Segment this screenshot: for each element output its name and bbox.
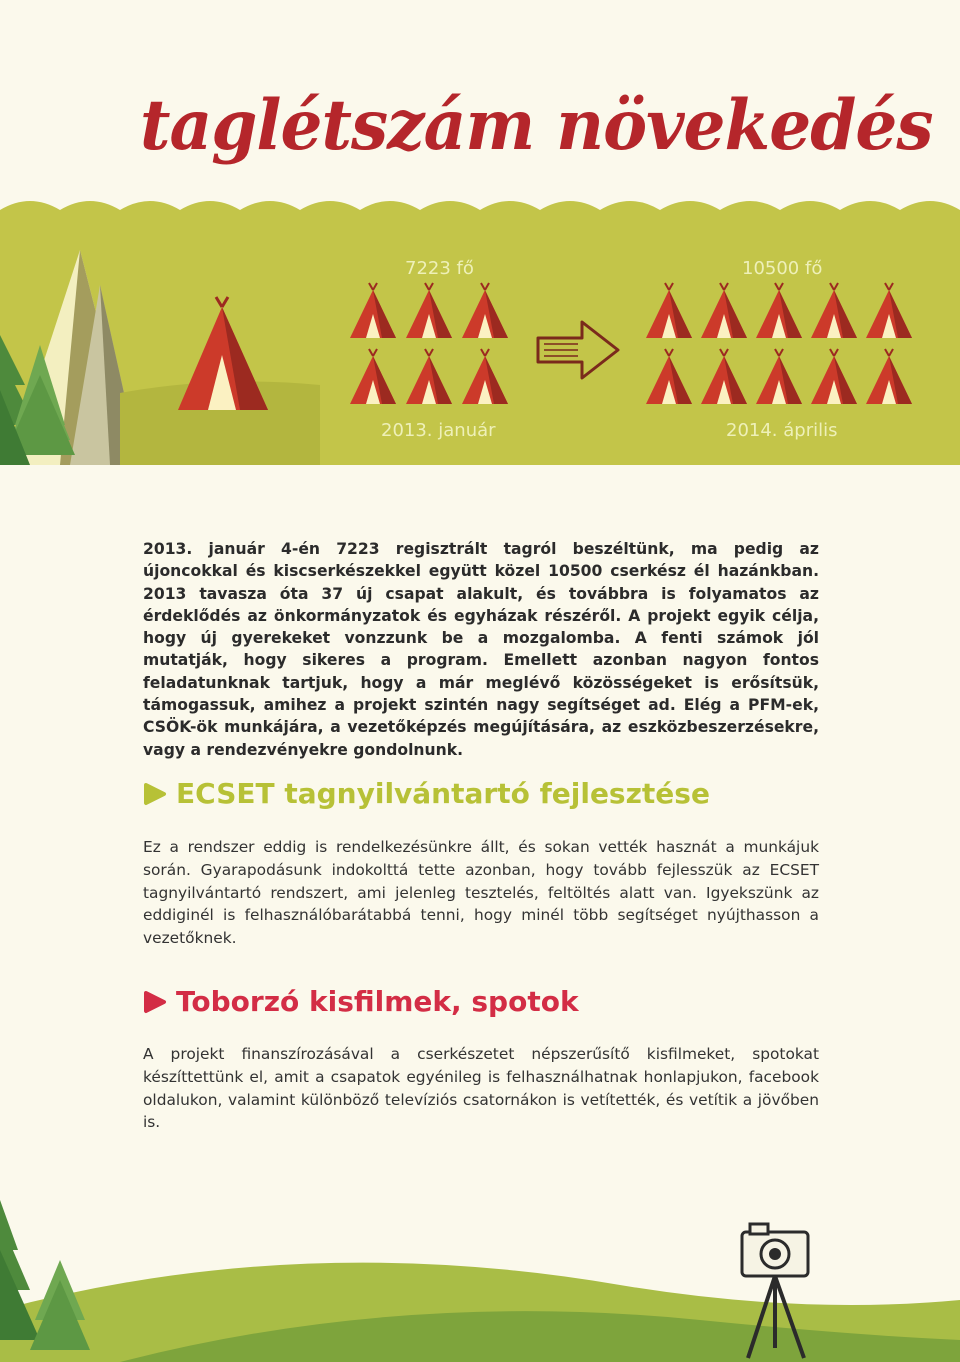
section-heading-toborzo: Toborzó kisfilmek, spotok — [176, 985, 579, 1018]
tent-icon — [646, 283, 692, 338]
right-count-label: 10500 fő — [742, 258, 823, 279]
play-bullet-icon — [143, 782, 167, 806]
section-heading-ecset: ECSET tagnyilvántartó fejlesztése — [176, 777, 710, 810]
tent-icon — [866, 283, 912, 338]
landscape-illustration — [0, 225, 320, 465]
section-text-ecset: Ez a rendszer eddig is rendelkezésünkre állt, és sokan vették hasznát a munkájuk során. Gyarapodásunk indokolttá tette azonban, hogy tovább fejlesszük az ECSET tagnyilvántartó rendszert, ami jelenleg tesztelés, feltöltés alatt van. Igyekszünk az eddiginél is felhasználóbarátabbá tenni, hogy minél több segítséget nyújthasson a vezetőknek. — [143, 838, 819, 948]
left-count-label: 7223 fő — [405, 258, 474, 279]
tent-icon — [406, 349, 452, 404]
camera-tripod-icon — [728, 1218, 828, 1362]
tent-icon — [350, 349, 396, 404]
scallop-border — [0, 190, 960, 230]
play-bullet-icon — [143, 990, 167, 1014]
tent-icon — [701, 283, 747, 338]
section-text-toborzo: A projekt finanszírozásával a cserkészetet népszerűsítő kisfilmeket, spotokat készíttettünk el, amit a csapatok egyénileg is felhasználhatnak honlapjukon, facebook oldalukon, valamint különböző televíziós csatornákon is vetítették, és vetítik a jövőben is. — [143, 1045, 819, 1132]
intro-paragraph: 2013. január 4-én 7223 regisztrált tagról beszéltünk, ma pedig az újoncokkal és kiscserkészekkel együtt közel 10500 cserkész él hazánkban. 2013 tavasza óta 37 új csapat alakult, és továbbra is folyamatos az érdeklődés az önkormányzatok és egyházak részéről. A projekt egyik célja, hogy új gyerekeket vonzzunk be a mozgalomba. A fenti számok jól mutatják, hogy sikeres a program. Emellett azonban nagyon fontos feladatunknak tartjuk, hogy a már meglévő közösségeket is erősítsük, támogassuk, amihez a projekt szintén nagy segítséget ad. Elég a PFM-ek, CSÖK-ök munkájára, a vezetőképzés megújítására, az eszközbeszerzésekre, vagy a rendezvényekre gondolnunk. — [143, 540, 819, 759]
large-tent-icon — [178, 297, 268, 410]
tent-icon — [811, 283, 857, 338]
tent-icon — [350, 283, 396, 338]
page-title: taglétszám növekedés — [140, 84, 933, 166]
tent-icon — [756, 283, 802, 338]
tent-grid — [340, 280, 940, 410]
tent-icon — [701, 349, 747, 404]
tent-icon — [462, 349, 508, 404]
left-date-label: 2013. január — [381, 420, 496, 441]
tent-icon — [811, 349, 857, 404]
arrow-right-icon — [534, 316, 624, 382]
tent-icon — [866, 349, 912, 404]
tent-icon — [406, 283, 452, 338]
right-date-label: 2014. április — [726, 420, 838, 441]
tent-icon — [646, 349, 692, 404]
tent-icon — [462, 283, 508, 338]
tent-icon — [756, 349, 802, 404]
